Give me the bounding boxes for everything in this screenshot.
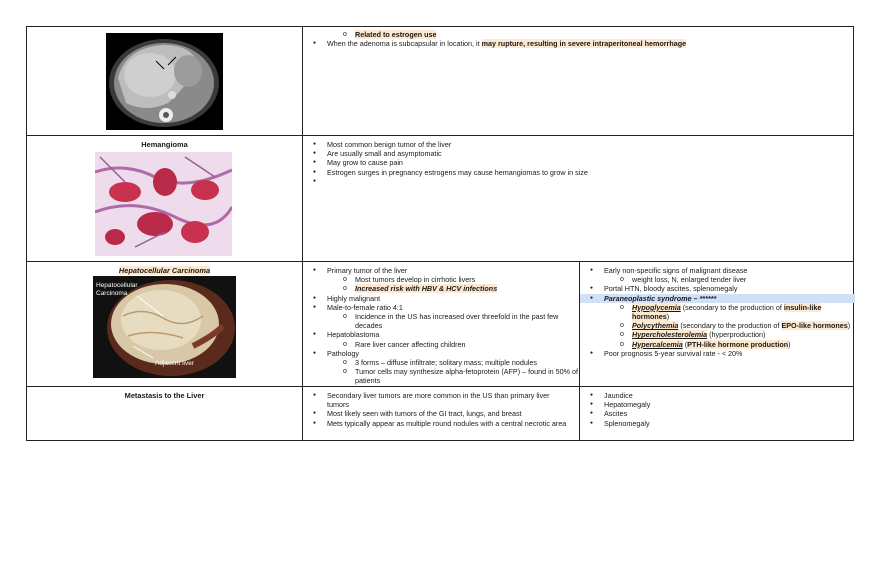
term-polycythemia: Polycythemia <box>632 321 679 331</box>
paraneoplastic-heading: Paraneoplastic syndrome – ****** <box>604 293 717 303</box>
title-cell <box>27 387 303 440</box>
list-item: ● Most common benign tumor of the liver <box>303 140 853 149</box>
sub-list-item: o Most tumors develop in cirrhotic livers <box>303 275 579 284</box>
image-label-adjacent-liver: Adjacent liver <box>155 360 195 367</box>
list-item: ● Pathology <box>303 349 579 358</box>
sub-list-item: o Incidence in the US has increased over threefold in the past few decades <box>303 312 579 330</box>
row-title: Hemangioma <box>141 140 188 149</box>
list-item: ● Jaundice <box>580 391 855 400</box>
list-item: ● Portal HTN, bloody ascites, splenomegaly <box>580 284 855 293</box>
term-hypercholesterolemia: Hypercholesterolemia <box>632 330 708 340</box>
findings-cell <box>579 387 855 440</box>
description-cell <box>303 262 579 386</box>
term-end: ) <box>788 339 791 349</box>
table-row <box>26 26 854 136</box>
description-cell <box>303 27 853 135</box>
list-item: ● Hepatomegaly <box>580 400 855 409</box>
list-item: ● Early non-specific signs of malignant disease <box>580 266 855 275</box>
table-row <box>26 135 854 262</box>
list-item: ● Are usually small and asymptomatic <box>303 149 853 158</box>
ct-scan-image <box>106 33 223 130</box>
findings-cell <box>579 262 855 386</box>
hemangioma-histology-image <box>95 152 232 256</box>
list-item: ● Mets typically appear as multiple round nodules with a central necrotic area <box>303 419 569 428</box>
sub-bullet-estrogen: Related to estrogen use <box>355 30 437 39</box>
sub-list-item: o weight loss, N, enlarged tender liver <box>580 275 855 284</box>
sub-list-item: o Rare liver cancer affecting children <box>303 340 579 349</box>
sub-list-item: o Tumor cells may synthesize alpha-fetoprotein (AFP) – found in 50% of patients <box>303 367 579 385</box>
rupture-highlight: may rupture, resulting in severe intraperitoneal hemorrhage <box>481 39 687 49</box>
sub-list-item-highlight: Increased risk with HBV & HCV infections <box>355 284 498 294</box>
list-item: ● Most likely seen with tumors of the GI tract, lungs, and breast <box>303 409 569 418</box>
term-end: ) <box>847 321 851 331</box>
bullet-subcapsular: When the adenoma is subcapsular in location, it <box>327 39 482 49</box>
image-cell <box>27 262 303 386</box>
term-hormone: insulin-like hormones <box>632 302 822 322</box>
list-item: ● Estrogen surges in pregnancy estrogens may cause hemangiomas to grow in size <box>303 168 853 177</box>
table-row <box>26 386 854 441</box>
term-hypercalcemia: Hypercalcemia <box>632 339 683 349</box>
list-item: ● Poor prognosis 5-year survival rate - < 20% <box>580 349 855 358</box>
term-end: ) <box>666 312 670 322</box>
term-detail: (hyperproduction) <box>707 330 766 340</box>
list-item: ● Splenomegaly <box>580 419 855 428</box>
description-cell <box>303 136 853 261</box>
image-label-hcc: Hepatocellular Carcinoma <box>96 282 138 297</box>
sub-list-item: o 3 forms – diffuse infiltrate; solitary mass; multiple nodules <box>303 358 579 367</box>
list-item: ● Male-to-female ratio 4:1 <box>303 303 579 312</box>
list-item: ● May grow to cause pain <box>303 158 853 167</box>
term-detail: (secondary to the production of <box>678 321 782 331</box>
row-title: Hepatocellular Carcinoma <box>118 266 211 275</box>
term-detail: ( <box>682 339 688 349</box>
image-cell <box>27 136 303 261</box>
image-cell <box>27 27 303 135</box>
list-item: ● Ascites <box>580 409 855 418</box>
list-item: ● Secondary liver tumors are more common in the US than primary liver tumors <box>303 391 569 409</box>
term-detail: (secondary to the production of <box>680 302 784 312</box>
description-cell <box>303 387 579 440</box>
term-hormone: EPO-like hormones <box>781 321 848 331</box>
term-hypoglycemia: Hypoglycemia <box>632 302 681 312</box>
hcc-gross-image <box>93 276 236 378</box>
term-hormone: PTH-like hormone production <box>687 339 789 349</box>
list-item: ● Primary tumor of the liver <box>303 266 579 275</box>
list-item: ● Highly malignant <box>303 294 579 303</box>
list-item: ● Hepatoblastoma <box>303 330 579 339</box>
table-row <box>26 261 854 387</box>
row-title: Metastasis to the Liver <box>124 391 205 400</box>
